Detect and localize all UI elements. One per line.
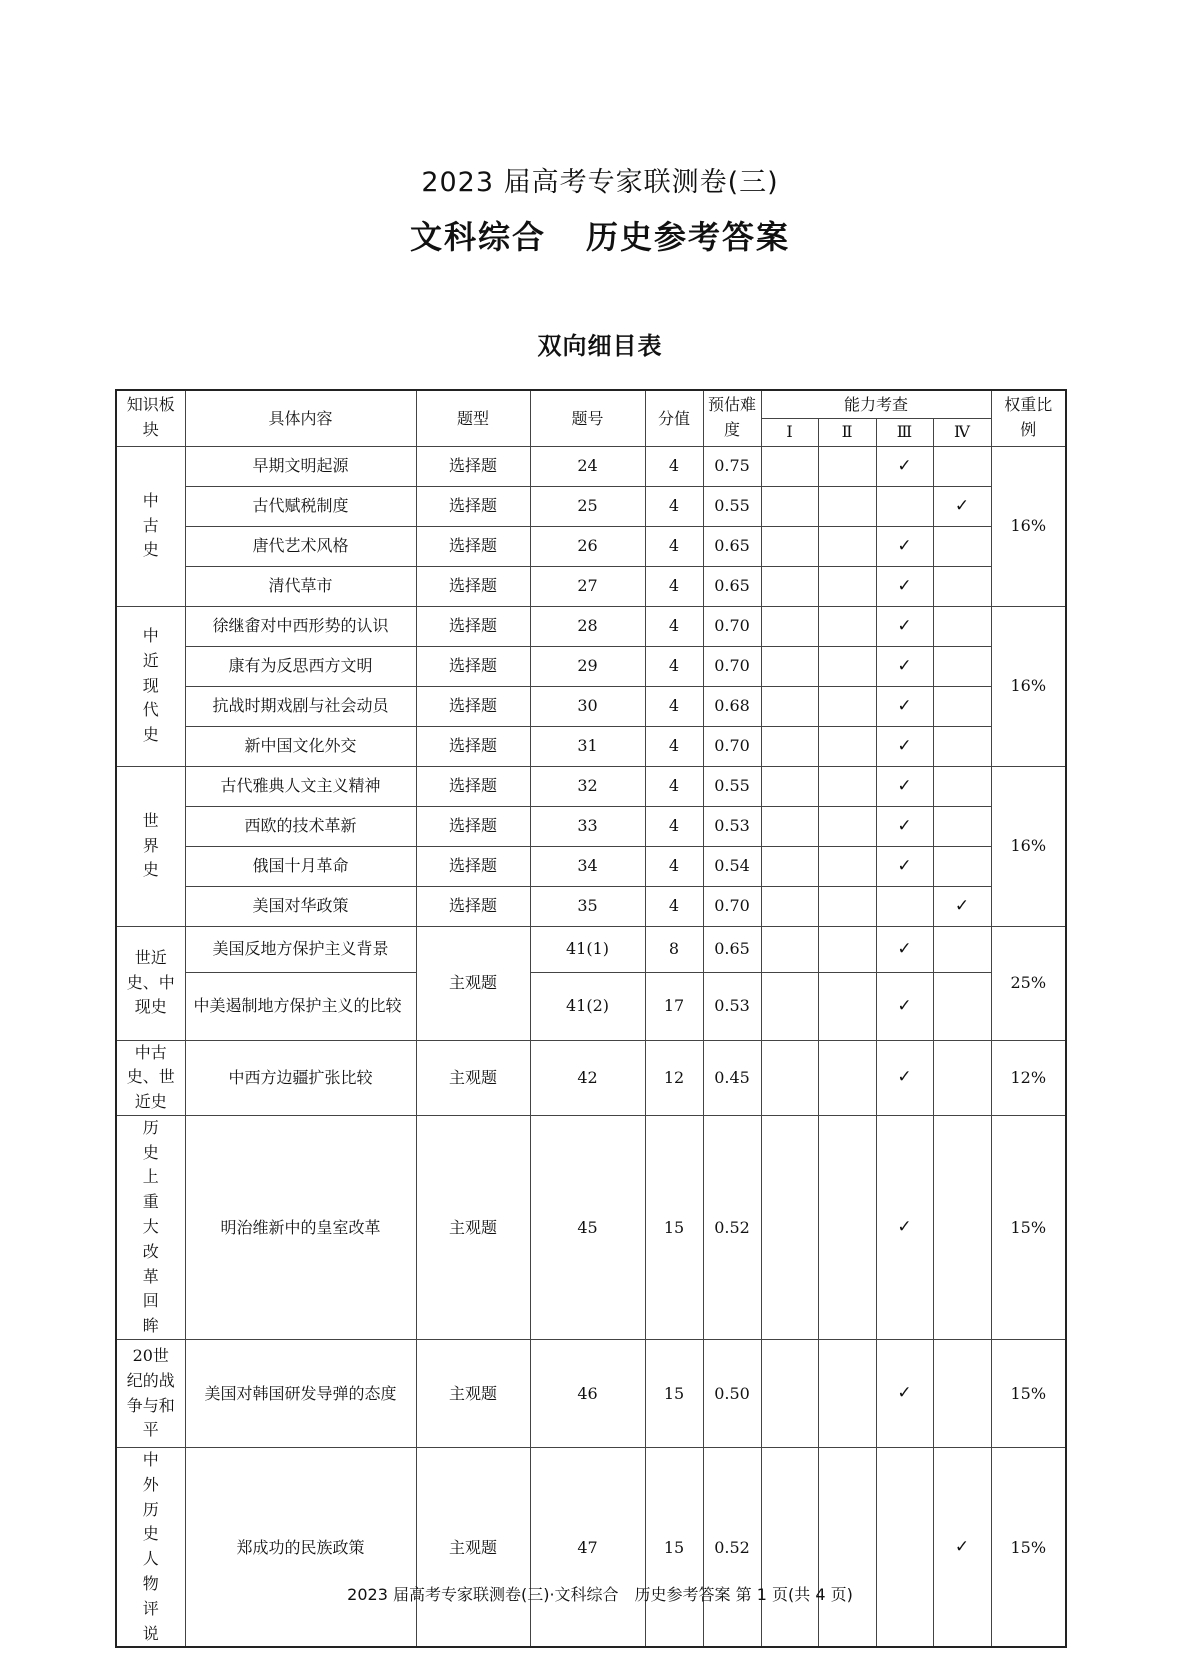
ability-2-cell [818,806,876,846]
ability-1-cell [761,806,818,846]
score-cell: 4 [645,606,703,646]
content-cell: 美国反地方保护主义背景 [185,926,416,972]
weight-cell: 16% [991,446,1066,606]
knowledge-block-cell [116,1040,185,1115]
question-number-cell: 45 [530,1115,645,1339]
ability-3-cell [876,1340,933,1448]
table-row [116,1040,1066,1115]
question-number-cell: 24 [530,446,645,486]
header-ability-2: Ⅱ [818,418,876,446]
knowledge-block-label: 世近史、中现史 [126,947,175,1017]
header-content: 具体内容 [185,390,416,446]
weight-cell: 15% [991,1340,1066,1448]
check-mark-icon: ✓ [954,895,970,916]
header-type: 题型 [416,390,530,446]
difficulty-cell: 0.52 [703,1448,761,1648]
ability-1-cell [761,606,818,646]
table-row [116,566,1066,606]
header-ability-3: Ⅲ [876,418,933,446]
ability-3-cell [876,886,933,926]
knowledge-block-label: 世界史 [142,810,159,880]
ability-2-cell [818,526,876,566]
score-cell: 4 [645,686,703,726]
score-cell: 15 [645,1115,703,1339]
ability-2-cell [818,972,876,1040]
ability-4-cell [933,1448,991,1648]
table-row [116,1448,1066,1648]
question-number-cell: 25 [530,486,645,526]
table-row [116,886,1066,926]
check-mark-icon: ✓ [954,495,970,516]
ability-3-cell [876,766,933,806]
content-cell: 美国对华政策 [185,886,416,926]
difficulty-cell: 0.70 [703,886,761,926]
table-row [116,606,1066,646]
ability-2-cell [818,1040,876,1115]
score-cell: 15 [645,1340,703,1448]
ability-4-cell [933,806,991,846]
ability-4-cell [933,566,991,606]
check-mark-icon: ✓ [897,695,912,716]
ability-3-cell [876,526,933,566]
question-type-cell: 主观题 [416,1040,530,1115]
ability-1-cell [761,1448,818,1648]
score-cell: 4 [645,646,703,686]
difficulty-cell: 0.68 [703,686,761,726]
ability-3-cell [876,446,933,486]
knowledge-block-cell [116,1448,185,1648]
ability-4-cell [933,726,991,766]
ability-2-cell [818,646,876,686]
ability-1-cell [761,526,818,566]
question-number-cell: 32 [530,766,645,806]
ability-3-cell [876,926,933,972]
ability-3-cell [876,972,933,1040]
score-cell: 15 [645,1448,703,1648]
ability-2-cell [818,1340,876,1448]
ability-1-cell [761,1040,818,1115]
question-number-cell: 42 [530,1040,645,1115]
score-cell: 4 [645,526,703,566]
question-type-cell: 选择题 [416,726,530,766]
table-row [116,926,1066,972]
table-row [116,646,1066,686]
knowledge-block-label: 历史上重大改革回眸 [142,1117,159,1336]
ability-2-cell [818,486,876,526]
exam-title: 2023 届高考专家联测卷(三) [421,167,779,198]
difficulty-cell: 0.65 [703,566,761,606]
knowledge-block-cell [116,926,185,1040]
question-type-cell: 选择题 [416,606,530,646]
score-cell: 12 [645,1040,703,1115]
header-block: 知识板块 [116,390,185,446]
score-cell: 4 [645,806,703,846]
check-mark-icon: ✓ [897,535,912,556]
check-mark-icon: ✓ [954,1536,970,1557]
content-cell: 古代雅典人文主义精神 [185,766,416,806]
ability-4-cell [933,926,991,972]
content-cell: 明治维新中的皇室改革 [185,1115,416,1339]
ability-4-cell [933,686,991,726]
check-mark-icon: ✓ [897,655,912,676]
content-cell: 郑成功的民族政策 [185,1448,416,1648]
header-ability-1: Ⅰ [761,418,818,446]
ability-2-cell [818,446,876,486]
content-cell: 中美遏制地方保护主义的比较 [185,972,416,1040]
question-type-cell: 选择题 [416,486,530,526]
score-cell: 4 [645,766,703,806]
difficulty-cell: 0.70 [703,726,761,766]
knowledge-block-cell [116,1340,185,1448]
difficulty-cell: 0.55 [703,766,761,806]
question-type-cell: 选择题 [416,806,530,846]
content-cell: 徐继畬对中西形势的认识 [185,606,416,646]
question-type-cell: 选择题 [416,886,530,926]
table-row [116,526,1066,566]
ability-4-cell [933,526,991,566]
question-type-cell: 选择题 [416,846,530,886]
knowledge-block-label: 20世纪的战争与和平 [126,1345,175,1440]
score-cell: 8 [645,926,703,972]
difficulty-cell: 0.70 [703,606,761,646]
answer-label: 历史参考答案 [586,218,791,256]
ability-2-cell [818,926,876,972]
subject-label: 文科综合 [409,218,546,256]
ability-1-cell [761,566,818,606]
ability-3-cell [876,646,933,686]
ability-4-cell [933,1040,991,1115]
ability-2-cell [818,886,876,926]
ability-4-cell [933,606,991,646]
question-number-cell: 30 [530,686,645,726]
difficulty-cell: 0.45 [703,1040,761,1115]
question-type-cell: 选择题 [416,526,530,566]
ability-4-cell [933,1340,991,1448]
question-number-cell: 41(2) [530,972,645,1040]
question-number-cell: 31 [530,726,645,766]
ability-1-cell [761,446,818,486]
ability-3-cell [876,1448,933,1648]
table-row [116,446,1066,486]
ability-2-cell [818,1115,876,1339]
content-cell: 新中国文化外交 [185,726,416,766]
ability-2-cell [818,846,876,886]
ability-1-cell [761,1340,818,1448]
content-cell: 古代赋税制度 [185,486,416,526]
content-cell: 中西方边疆扩张比较 [185,1040,416,1115]
question-number-cell: 26 [530,526,645,566]
difficulty-cell: 0.55 [703,486,761,526]
score-cell: 4 [645,726,703,766]
check-mark-icon: ✓ [897,1067,912,1088]
difficulty-cell: 0.50 [703,1340,761,1448]
score-cell: 17 [645,972,703,1040]
table-row [116,726,1066,766]
question-number-cell: 27 [530,566,645,606]
header-ability: 能力考查 [761,390,991,418]
question-number-cell: 35 [530,886,645,926]
question-number-cell: 33 [530,806,645,846]
ability-2-cell [818,726,876,766]
ability-1-cell [761,886,818,926]
question-number-cell: 47 [530,1448,645,1648]
difficulty-cell: 0.53 [703,806,761,846]
difficulty-cell: 0.65 [703,926,761,972]
question-type-cell: 选择题 [416,646,530,686]
ability-2-cell [818,686,876,726]
ability-1-cell [761,686,818,726]
ability-1-cell [761,846,818,886]
ability-4-cell [933,646,991,686]
header-weight: 权重比例 [991,390,1066,446]
ability-3-cell [876,726,933,766]
weight-cell: 25% [991,926,1066,1040]
difficulty-cell: 0.75 [703,446,761,486]
question-number-cell: 46 [530,1340,645,1448]
content-cell: 抗战时期戏剧与社会动员 [185,686,416,726]
score-cell: 4 [645,566,703,606]
page-footer: 2023 届高考专家联测卷(三)·文科综合 历史参考答案 第 1 页(共 4 页) [347,1585,853,1604]
ability-4-cell [933,766,991,806]
check-mark-icon: ✓ [897,735,912,756]
check-mark-icon: ✓ [897,775,912,796]
knowledge-block-label: 中近现代史 [142,626,159,745]
check-mark-icon: ✓ [897,1217,912,1238]
check-mark-icon: ✓ [897,938,912,959]
header-difficulty: 预估难度 [703,390,761,446]
table-title: 双向细目表 [537,332,663,360]
table-row [116,972,1066,1040]
header-ability-4: Ⅳ [933,418,991,446]
question-type-cell: 选择题 [416,686,530,726]
content-cell: 康有为反思西方文明 [185,646,416,686]
difficulty-cell: 0.54 [703,846,761,886]
difficulty-cell: 0.65 [703,526,761,566]
ability-2-cell [818,766,876,806]
header-number: 题号 [530,390,645,446]
ability-3-cell [876,1115,933,1339]
ability-4-cell [933,446,991,486]
ability-3-cell [876,486,933,526]
check-mark-icon: ✓ [897,615,912,636]
ability-4-cell [933,886,991,926]
question-number-cell: 29 [530,646,645,686]
content-cell: 俄国十月革命 [185,846,416,886]
question-type-cell: 主观题 [416,1448,530,1648]
knowledge-block-cell [116,446,185,606]
ability-1-cell [761,726,818,766]
difficulty-cell: 0.52 [703,1115,761,1339]
question-type-cell: 主观题 [416,1115,530,1339]
ability-3-cell [876,566,933,606]
table-row [116,486,1066,526]
content-cell: 唐代艺术风格 [185,526,416,566]
specification-table [115,389,1067,1648]
check-mark-icon: ✓ [897,995,912,1016]
question-type-cell: 主观题 [416,1340,530,1448]
score-cell: 4 [645,486,703,526]
weight-cell: 12% [991,1040,1066,1115]
check-mark-icon: ✓ [897,1383,912,1404]
header-score: 分值 [645,390,703,446]
ability-1-cell [761,972,818,1040]
ability-3-cell [876,846,933,886]
question-number-cell: 28 [530,606,645,646]
difficulty-cell: 0.70 [703,646,761,686]
weight-cell: 16% [991,766,1066,926]
ability-3-cell [876,1040,933,1115]
ability-3-cell [876,606,933,646]
question-type-cell: 主观题 [416,926,530,1040]
question-type-cell: 选择题 [416,446,530,486]
table-row [116,806,1066,846]
question-number-cell: 34 [530,846,645,886]
check-mark-icon: ✓ [897,455,912,476]
score-cell: 4 [645,886,703,926]
ability-1-cell [761,766,818,806]
ability-4-cell [933,1115,991,1339]
difficulty-cell: 0.53 [703,972,761,1040]
ability-4-cell [933,972,991,1040]
knowledge-block-label: 中外历史人物评说 [142,1450,159,1643]
weight-cell: 15% [991,1448,1066,1648]
knowledge-block-label: 中古史 [142,490,159,560]
ability-3-cell [876,806,933,846]
table-row [116,846,1066,886]
ability-1-cell [761,926,818,972]
content-cell: 清代草市 [185,566,416,606]
check-mark-icon: ✓ [897,575,912,596]
knowledge-block-cell [116,766,185,926]
table-row [116,686,1066,726]
score-cell: 4 [645,846,703,886]
ability-2-cell [818,566,876,606]
knowledge-block-label: 中古史、世近史 [126,1042,175,1112]
score-cell: 4 [645,446,703,486]
content-cell: 早期文明起源 [185,446,416,486]
check-mark-icon: ✓ [897,855,912,876]
weight-cell: 16% [991,606,1066,766]
content-cell: 西欧的技术革新 [185,806,416,846]
table-row [116,1115,1066,1339]
question-type-cell: 选择题 [416,566,530,606]
weight-cell: 15% [991,1115,1066,1339]
ability-1-cell [761,646,818,686]
ability-2-cell [818,606,876,646]
answer-key-title [0,212,1200,258]
knowledge-block-cell [116,606,185,766]
knowledge-block-cell [116,1115,185,1339]
table-row [116,766,1066,806]
ability-1-cell [761,1115,818,1339]
question-number-cell: 41(1) [530,926,645,972]
ability-4-cell [933,486,991,526]
content-cell: 美国对韩国研发导弹的态度 [185,1340,416,1448]
ability-3-cell [876,686,933,726]
question-type-cell: 选择题 [416,766,530,806]
table-row [116,1340,1066,1448]
check-mark-icon: ✓ [897,815,912,836]
ability-1-cell [761,486,818,526]
ability-4-cell [933,846,991,886]
ability-2-cell [818,1448,876,1648]
